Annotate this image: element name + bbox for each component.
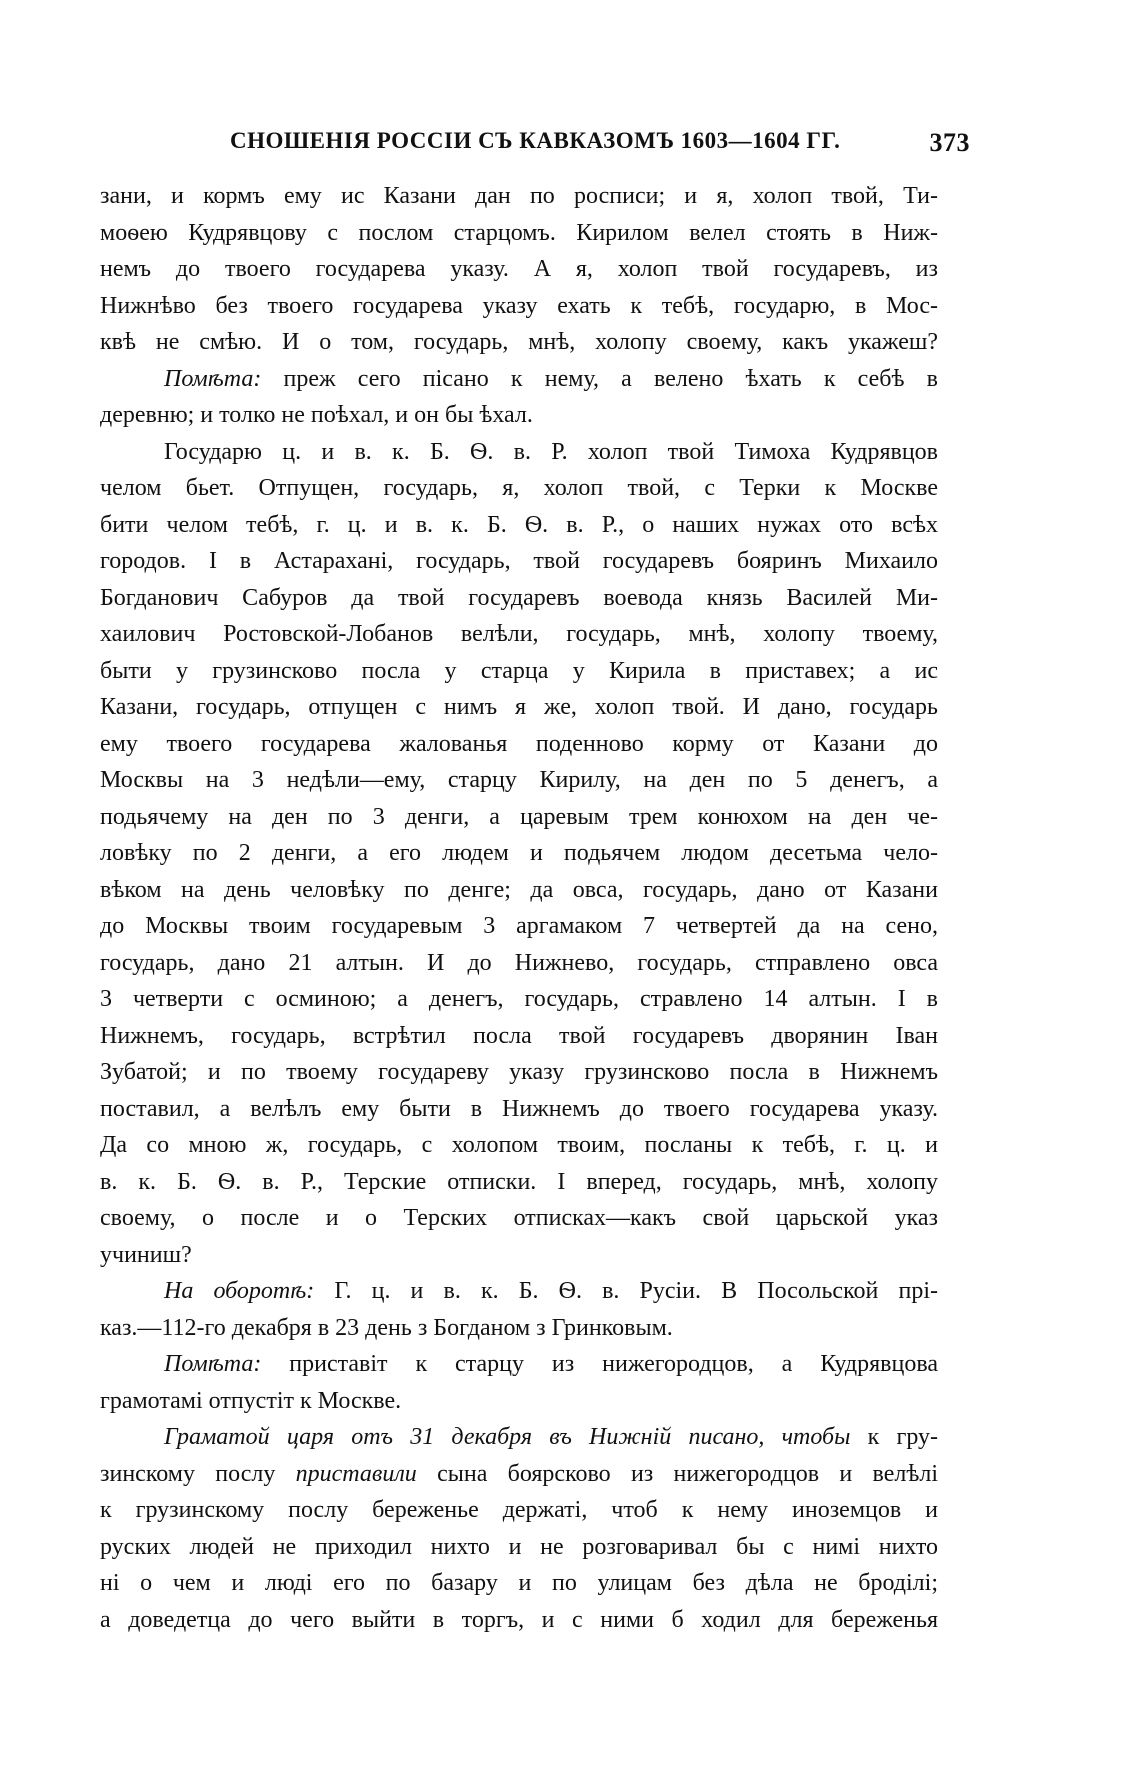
italic-word: приставили <box>295 1460 417 1487</box>
text-line <box>100 1310 938 1347</box>
text-line <box>100 1018 938 1055</box>
text-line <box>100 1492 938 1529</box>
text-line <box>100 1200 938 1237</box>
line-text: зинскому послу <box>100 1460 296 1487</box>
text-line <box>100 178 938 215</box>
line-text: грамотамі отпустіт к Москве. <box>100 1387 402 1414</box>
line-text: деревню; и толко не поѣхал, и он бы ѣхал. <box>100 402 533 428</box>
line-text: бити челом тебѣ, г. ц. и в. к. Б. Ѳ. в. Р., о наших нужах ото всѣх <box>100 511 938 538</box>
text-line <box>100 762 938 799</box>
text-line <box>100 908 938 945</box>
line-text: быти у грузинсково посла у старца у Кирила в приставех; а ис <box>100 657 938 684</box>
line-text: до Москвы твоим государевым 3 аргамаком 7 четвертей да на сено, <box>100 913 938 939</box>
line-text: Нижнѣво без твоего государева указу ехать к тебѣ, государю, в Мос- <box>100 292 938 319</box>
line-text: к грузинскому послу береженье держаті, чтоб к нему иноземцов и <box>100 1497 938 1523</box>
line-text: челом бьет. Отпущен, государь, я, холоп твой, с Терки к Москве <box>100 475 938 501</box>
line-text: преж сего пісано к нему, а велено ѣхать к себѣ в <box>261 365 938 392</box>
line-text: Да со мною ж, государь, с холопом твоим, посланы к тебѣ, г. ц. и <box>100 1132 938 1158</box>
text-line <box>100 397 938 434</box>
line-text: зани, и кормъ ему ис Казани дан по росписи; и я, холоп твой, Ти- <box>100 183 938 209</box>
text-line <box>100 288 938 325</box>
text-line <box>100 1419 938 1456</box>
text-line <box>100 1565 938 1602</box>
text-line <box>100 1054 938 1091</box>
line-text: Зубатой; и по твоему государеву указу грузинсково посла в Нижнемъ <box>100 1059 938 1085</box>
line-text: Казани, государь, отпущен с нимъ я же, холоп твой. И дано, государь <box>100 694 938 720</box>
text-line <box>100 1237 938 1274</box>
text-line <box>100 981 938 1018</box>
line-text: приставіт к старцу из нижегородцов, а Кудрявцова <box>261 1351 938 1377</box>
text-line <box>100 507 938 544</box>
line-text: ні о чем и люді его по базару и по улицам без дѣла не броділі; <box>100 1570 938 1596</box>
text-body <box>100 178 938 1638</box>
line-text: Богданович Сабуров да твой государевъ воевода князь Василей Ми- <box>100 584 938 611</box>
line-text: моѳею Кудрявцову с послом старцомъ. Кирилом велел стоять в Ниж- <box>100 219 938 246</box>
line-text: ловѣку по 2 денги, а его людем и подьячем людом десетьма чело- <box>100 840 938 866</box>
italic-label: Помѣта: <box>164 1351 262 1377</box>
line-text: к гру- <box>850 1424 938 1450</box>
text-line <box>100 1273 938 1310</box>
text-line <box>100 1602 938 1639</box>
line-text: поставил, а велѣлъ ему быти в Нижнемъ до твоего государева указу. <box>100 1095 938 1122</box>
text-line <box>100 945 938 982</box>
text-line <box>100 251 938 288</box>
text-line <box>100 799 938 836</box>
text-line <box>100 689 938 726</box>
text-line <box>100 835 938 872</box>
line-text: ему твоего государева жалованья поденново корму от Казани до <box>100 730 938 757</box>
line-text: Г. ц. и в. к. Б. Ѳ. в. Русіи. В Посольской прі- <box>314 1278 938 1304</box>
line-text: вѣком на день человѣку по денге; да овса, государь, дано от Казани <box>100 876 938 903</box>
text-line <box>100 434 938 471</box>
line-text: немъ до твоего государева указу. А я, холоп твой государевъ, из <box>100 256 938 282</box>
line-text: Нижнемъ, государь, встрѣтил посла твой государевъ дворянин Іван <box>100 1022 938 1049</box>
text-line <box>100 1091 938 1128</box>
line-text: Москвы на 3 недѣли—ему, старцу Кирилу, на ден по 5 денегъ, а <box>100 767 938 793</box>
text-line <box>100 726 938 763</box>
text-line <box>100 1164 938 1201</box>
italic-label: Граматой царя отъ 31 декабря въ Нижній писано, чтобы <box>164 1424 851 1450</box>
italic-label: На оборотѣ: <box>164 1278 315 1304</box>
italic-label: Помѣта: <box>164 365 262 392</box>
line-text: 3 четверти с осминою; а денегъ, государь, стравлено 14 алтын. І в <box>100 986 938 1012</box>
text-line <box>100 653 938 690</box>
line-text: в. к. Б. Ѳ. в. Р., Терские отписки. І вперед, государь, мнѣ, холопу <box>100 1168 938 1195</box>
page-number: 373 <box>929 128 970 157</box>
line-text: а доведетца до чего выйти в торгъ, и с ними б ходил для береженья <box>100 1606 938 1633</box>
text-line <box>100 616 938 653</box>
text-line <box>100 580 938 617</box>
text-line <box>100 1529 938 1566</box>
line-text: квѣ не смѣю. И о том, государь, мнѣ, холопу своему, какъ укажеш? <box>100 329 938 355</box>
line-text: хаилович Ростовской-Лобанов велѣли, государь, мнѣ, холопу твоему, <box>100 621 938 647</box>
text-line <box>100 215 938 252</box>
running-head <box>230 128 970 162</box>
text-line <box>100 1456 938 1493</box>
text-line <box>100 872 938 909</box>
line-text: каз.—112-го декабря в 23 день з Богданом з Гринковым. <box>100 1314 673 1341</box>
text-line <box>100 361 938 398</box>
line-text: государь, дано 21 алтын. И до Нижнево, государь, стправлено овса <box>100 949 938 976</box>
text-line <box>100 1346 938 1383</box>
line-text: учиниш? <box>100 1241 192 1268</box>
line-text: Государю ц. и в. к. Б. Ѳ. в. Р. холоп твой Тимоха Кудрявцов <box>164 438 938 465</box>
line-text: городов. І в Астарахані, государь, твой государевъ бояринъ Михаило <box>100 548 938 574</box>
text-line <box>100 1383 938 1420</box>
text-line <box>100 1127 938 1164</box>
text-line <box>100 324 938 361</box>
running-title: СНОШЕНІЯ РОССІИ СЪ КАВКАЗОМЪ 1603—1604 ГГ. <box>230 128 841 153</box>
line-text: подьячему на ден по 3 денги, а царевым трем конюхом на ден че- <box>100 803 938 830</box>
text-line <box>100 470 938 507</box>
line-text: своему, о после и о Терских отписках—какъ свой царьской указ <box>100 1205 938 1231</box>
line-text-cont: сына боярсково из нижегородцов и велѣлі <box>416 1460 938 1487</box>
line-text: руских людей не приходил нихто и не розговаривал бы с нимі нихто <box>100 1533 938 1560</box>
text-line <box>100 543 938 580</box>
